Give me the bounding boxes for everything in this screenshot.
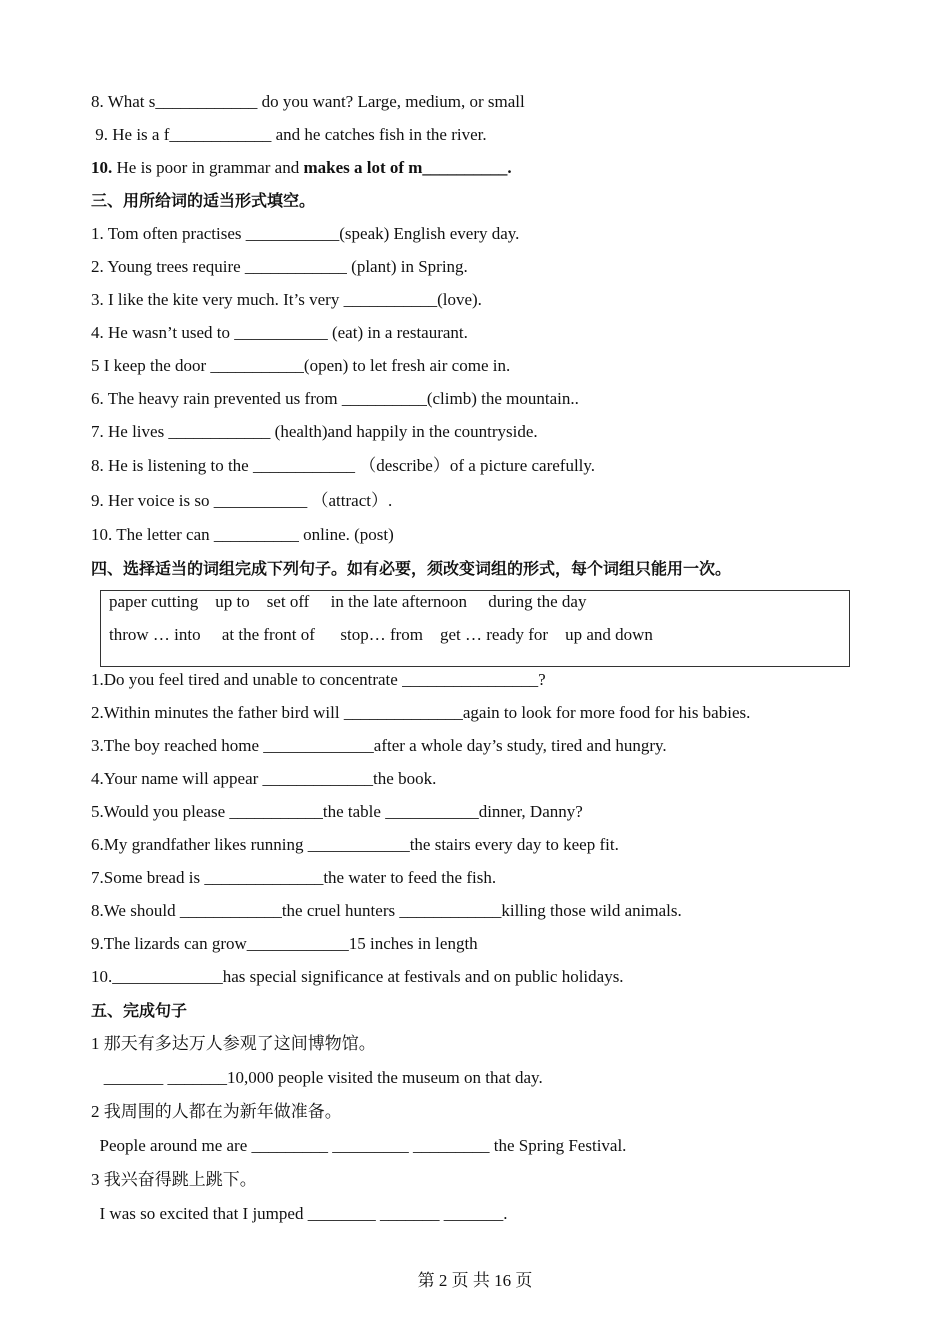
q3-10: 10. The letter can __________ online. (post) [91,525,394,544]
q5-3-english: I was so excited that I jumped ________ _______ _______. [91,1204,508,1223]
q2-9: 9. He is a f____________ and he catches fish in the river. [91,125,487,144]
q3-5: 5 I keep the door ___________(open) to let fresh air come in. [91,356,511,375]
q4-8: 8.We should ____________the cruel hunters ____________killing those wild animals. [91,901,682,920]
q4-3: 3.The boy reached home _____________after a whole day’s study, tired and hungry. [91,736,667,755]
q2-10-number: 10. [91,158,113,177]
q4-7: 7.Some bread is ______________the water to feed the fish. [91,868,497,887]
q3-2: 2. Young trees require ____________ (plant) in Spring. [91,257,468,276]
q4-9: 9.The lizards can grow____________15 inches in length [91,934,478,953]
q5-3-chinese: 3 我兴奋得跳上跳下。 [91,1170,257,1189]
q4-1: 1.Do you feel tired and unable to concentrate ________________? [91,670,546,689]
q3-1: 1. Tom often practises ___________(speak) English every day. [91,224,520,243]
q5-2-english: People around me are _________ _________ _________ the Spring Festival. [91,1136,627,1155]
q3-3: 3. I like the kite very much. It’s very ___________(love). [91,290,482,309]
q4-6: 6.My grandfather likes running ____________the stairs every day to keep fit. [91,835,619,854]
q4-4: 4.Your name will appear _____________the book. [91,769,437,788]
phrase-box-row-2: throw … into at the front of stop… from get … ready for up and down [109,625,653,644]
q5-1-english: _______ _______10,000 people visited the museum on that day. [91,1068,543,1087]
q2-8: 8. What s____________ do you want? Large, medium, or small [91,92,525,111]
phrase-box [100,590,850,667]
phrase-box-row-1: paper cutting up to set off in the late afternoon during the day [109,592,587,611]
q3-7: 7. He lives ____________ (health)and happily in the countryside. [91,422,538,441]
q3-8: 8. He is listening to the ____________ （describe）of a picture carefully. [91,456,596,475]
q5-2-chinese: 2 我周围的人都在为新年做准备。 [91,1102,342,1121]
q3-4: 4. He wasn’t used to ___________ (eat) in a restaurant. [91,323,468,342]
q2-10-bold: makes a lot of m__________. [303,158,512,177]
part5-heading: 五、完成句子 [91,1001,188,1020]
page-number-footer: 第 2 页 共 16 页 [417,1271,533,1290]
q2-10 [91,157,512,179]
q2-10-text: He is poor in grammar and [112,158,304,177]
part3-heading: 三、用所给词的适当形式填空。 [91,191,316,210]
q4-10: 10._____________has special significance at festivals and on public holidays. [91,967,624,986]
q4-5: 5.Would you please ___________the table ___________dinner, Danny? [91,802,583,821]
q5-1-chinese: 1 那天有多达万人参观了这间博物馆。 [91,1034,376,1053]
part4-heading: 四、选择适当的词组完成下列句子。如有必要，须改变词组的形式，每个词组只能用一次。 [91,559,732,578]
q3-6: 6. The heavy rain prevented us from __________(climb) the mountain.. [91,389,579,408]
q3-9: 9. Her voice is so ___________ （attract）. [91,491,393,510]
q4-2: 2.Within minutes the father bird will ______________again to look for more food for his babies. [91,703,751,722]
